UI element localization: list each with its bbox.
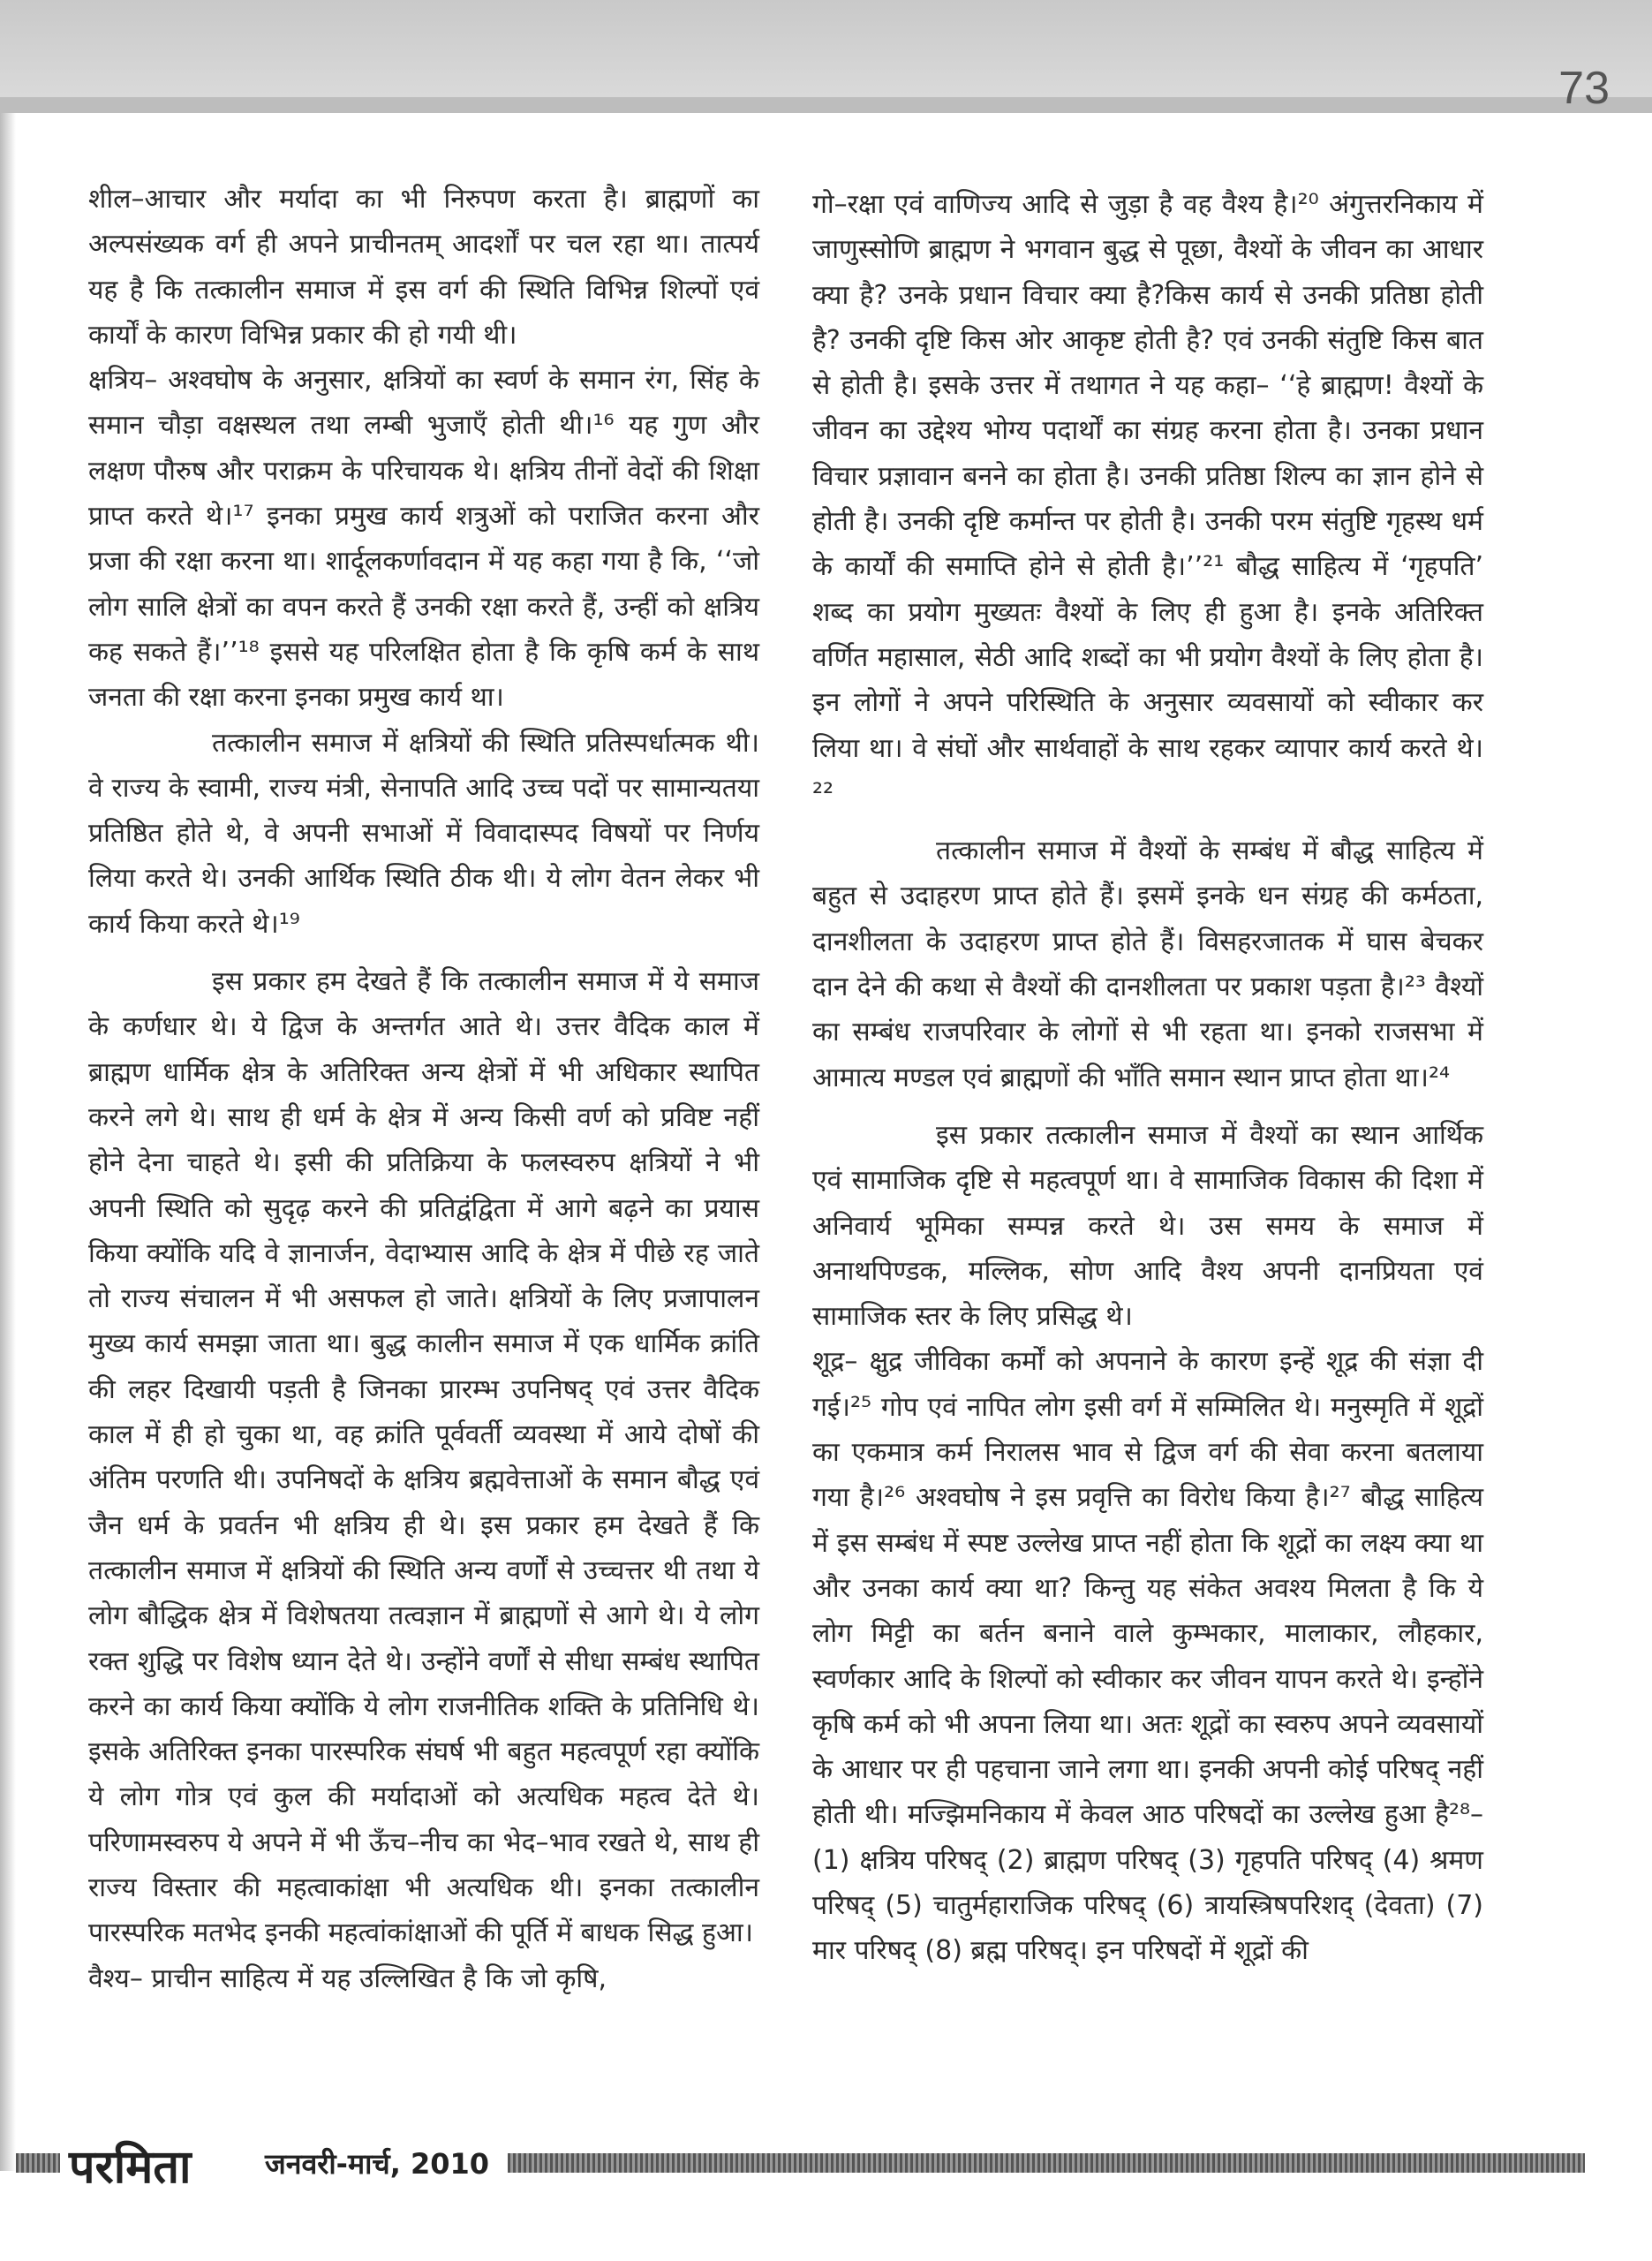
- paragraph-kshatriya-intro: क्षत्रिय– अश्वघोष के अनुसार, क्षत्रियों का स्वर्ण के समान रंग, सिंह के समान चौड़ा वक्षस्थल तथा लम्बी भुजाएँ होती थी।¹⁶ यह गुण और लक्षण पौरुष और पराक्रम के परिचायक थे। क्षत्रिय तीनों वेदों की शिक्षा प्राप्त करते थे।¹⁷ इनका प्रमुख कार्य शत्रुओं को पराजित करना और प्रजा की रक्षा करना था। शार्दूलकर्णावदान में यह कहा गया है कि, ‘‘जो लोग सालि क्षेत्रों का वपन करते हैं उनकी रक्षा करते हैं, उन्हीं को क्षत्रिय कह सकते हैं।’’¹⁸ इससे यह परिलक्षित होता है कि कृषि कर्म के साथ जनता की रक्षा करना इनका प्रमुख कार्य था।: [88, 365, 759, 714]
- paragraph-kshatriya-status: तत्कालीन समाज में क्षत्रियों की स्थिति प्रतिस्पर्धात्मक थी। वे राज्य के स्वामी, राज्य मंत्री, सेनापति आदि उच्च पदों पर सामान्यतया प्रतिष्ठित होते थे, वे अपनी सभाओं में विवादास्पद विषयों पर निर्णय लिया करते थे। उनकी आर्थिक स्थिति ठीक थी। ये लोग वेतन लेकर भी कार्य किया करते थे।¹⁹: [88, 727, 759, 940]
- page-header-bar: [0, 0, 1652, 113]
- paragraph-vaishya-definition: गो–रक्षा एवं वाणिज्य आदि से जुड़ा है वह वैश्य है।²⁰ अंगुत्तरनिकाय में जाणुस्सोणि ब्राह्मण ने भगवान बुद्ध से पूछा, वैश्यों के जीवन का आधार क्या है? उनके प्रधान विचार क्या है?किस कार्य से उनकी प्रतिष्ठा होती है? उनकी दृष्टि किस ओर आकृष्ट होती है? एवं उनकी संतुष्टि किस बात से होती है। इसके उत्तर में तथागत ने यह कहा– ‘‘हे ब्राह्मण! वैश्यों के जीवन का उद्देश्य भोग्य पदार्थों का संग्रह करना होता है। उनका प्रधान विचार प्रज्ञावान बनने का होता है। उनकी प्रतिष्ठा शिल्प का ज्ञान होने से होती है। उनकी दृष्टि कर्मान्त पर होती है। उनकी परम संतुष्टि गृहस्थ धर्म के कार्यों की समाप्ति होने से होती है।’’²¹ बौद्ध साहित्य में ‘गृहपति’ शब्द का प्रयोग मुख्यतः वैश्यों के लिए ही हुआ है। इनके अतिरिक्त वर्णित महासाल, सेठी आदि शब्दों का भी प्रयोग वैश्यों के लिए होता है। इन लोगों ने अपने परिस्थिति के अनुसार व्यवसायों को स्वीकार कर लिया था। वे संघों और सार्थवाहों के साथ रहकर व्यापार कार्य करते थे।²²: [812, 189, 1483, 809]
- issue-date: जनवरी-मार्च, 2010: [265, 2147, 490, 2181]
- paragraph-vaishya-status: इस प्रकार तत्कालीन समाज में वैश्यों का स्थान आर्थिक एवं सामाजिक दृष्टि से महत्वपूर्ण था। वे सामाजिक विकास की दिशा में अनिवार्य भूमिका सम्पन्न करते थे। उस समय के समाज में अनाथपिण्डक, मल्लिक, सोण आदि वैश्य अपनी दानप्रियता एवं सामाजिक स्तर के लिए प्रसिद्ध थे।: [812, 1119, 1483, 1333]
- paragraph-shudra: शूद्र– क्षुद्र जीविका कर्मों को अपनाने के कारण इन्हें शूद्र की संज्ञा दी गई।²⁵ गोप एवं नापित लोग इसी वर्ग में सम्मिलित थे। मनुस्मृति में शूद्रों का एकमात्र कर्म निरालस भाव से द्विज वर्ग की सेवा करना बतलाया गया है।²⁶ अश्वघोष ने इस प्रवृत्ति का विरोध किया है।²⁷ बौद्ध साहित्य में इस सम्बंध में स्पष्ट उल्लेख प्राप्त नहीं होता कि शूद्रों का लक्ष्य क्या था और उनका कार्य क्या था? किन्तु यह संकेत अवश्य मिलता है कि ये लोग मिट्टी का बर्तन बनाने वाले कुम्भकार, मालाकार, लौहकार, स्वर्णकार आदि के शिल्पों को स्वीकार कर जीवन यापन करते थे। इन्होंने कृषि कर्म को भी अपना लिया था। अतः शूद्रों का स्वरुप अपने व्यवसायों के आधार पर ही पहचाना जाने लगा था। इनकी अपनी कोई परिषद् नहीं होती थी। मज्झिमनिकाय में केवल आठ परिषदों का उल्लेख हुआ है²⁸– (1) क्षत्रिय परिषद् (2) ब्राह्मण परिषद् (3) गृहपति परिषद् (4) श्रमण परिषद् (5) चातुर्महाराजिक परिषद् (6) त्रायस्त्रिषपरिशद् (देवता) (7) मार परिषद् (8) ब्रह्म परिषद्। इन परिषदों में शूद्रों की: [812, 1346, 1483, 1967]
- right-column: [812, 182, 1483, 1974]
- left-column: [88, 177, 759, 2001]
- page-number: 73: [1558, 63, 1610, 114]
- scan-edge-shadow: [0, 113, 16, 2171]
- page-footer: [0, 2141, 1652, 2194]
- paragraph-vaishya-examples: तत्कालीन समाज में वैश्यों के सम्बंध में बौद्ध साहित्य में बहुत से उदाहरण प्राप्त होते हैं। इसमें इनके धन संग्रह की कर्मठता, दानशीलता के उदाहरण प्राप्त होते हैं। विसहरजातक में घास बेचकर दान देने की कथा से वैश्यों की दानशीलता पर प्रकाश पड़ता है।²³ वैश्यों का सम्बंध राजपरिवार के लोगों से भी रहता था। इनको राजसभा में आमात्य मण्डल एवं ब्राह्मणों की भाँति समान स्थान प्राप्त होता था।²⁴: [812, 836, 1483, 1093]
- paragraph-brahmin-end: शील–आचार और मर्यादा का भी निरुपण करता है। ब्राह्मणों का अल्पसंख्यक वर्ग ही अपने प्राचीनतम् आदर्शों पर चल रहा था। तात्पर्य यह है कि तत्कालीन समाज में इस वर्ग की स्थिति विभिन्न शिल्पों एवं कार्यों के कारण विभिन्न प्रकार की हो गयी थी।: [88, 184, 759, 351]
- paragraph-vaishya-intro: वैश्य– प्राचीन साहित्य में यह उल्लिखित है कि जो कृषि,: [88, 1962, 607, 1994]
- footer-stripe-left: [16, 2153, 60, 2173]
- footer-stripe-right: [508, 2153, 1585, 2173]
- magazine-title: परमिता: [69, 2141, 192, 2194]
- header-band: [0, 97, 1652, 113]
- paragraph-kshatriya-role: इस प्रकार हम देखते हैं कि तत्कालीन समाज में ये समाज के कर्णधार थे। ये द्विज के अन्तर्गत आते थे। उत्तर वैदिक काल में ब्राह्मण धार्मिक क्षेत्र के अतिरिक्त अन्य क्षेत्रों में भी अधिकार स्थापित करने लगे थे। साथ ही धर्म के क्षेत्र में अन्य किसी वर्ण को प्रविष्ट नहीं होने देना चाहते थे। इसी की प्रतिक्रिया के फलस्वरुप क्षत्रियों ने भी अपनी स्थिति को सुदृढ़ करने की प्रतिद्वंद्विता में आगे बढ़ने का प्रयास किया क्योंकि यदि वे ज्ञानार्जन, वेदाभ्यास आदि के क्षेत्र में पीछे रह जाते तो राज्य संचालन में भी असफल हो जाते। क्षत्रियों के लिए प्रजापालन मुख्य कार्य समझा जाता था। बुद्ध कालीन समाज में एक धार्मिक क्रांति की लहर दिखायी पड़ती है जिनका प्रारम्भ उपनिषद् एवं उत्तर वैदिक काल में ही हो चुका था, वह क्रांति पूर्ववर्ती व्यवस्था में आये दोषों की अंतिम परणति थी। उपनिषदों के क्षत्रिय ब्रह्मवेत्ताओं के समान बौद्ध एवं जैन धर्म के प्रवर्तन भी क्षत्रिय ही थे। इस प्रकार हम देखते हैं कि तत्कालीन समाज में क्षत्रियों की स्थिति अन्य वर्णों से उच्चत्तर थी तथा ये लोग बौद्धिक क्षेत्र में विशेषतया तत्वज्ञान में ब्राह्मणों से आगे थे। ये लोग रक्त शुद्धि पर विशेष ध्यान देते थे। उन्होंने वर्णों से सीधा सम्बंध स्थापित करने का कार्य किया क्योंकि ये लोग राजनीतिक शक्ति के प्रतिनिधि थे। इसके अतिरिक्त इनका पारस्परिक संघर्ष भी बहुत महत्वपूर्ण रहा क्योंकि ये लोग गोत्र एवं कुल की मर्यादाओं को अत्यधिक महत्व देते थे। परिणामस्वरुप ये अपने में भी ऊँच–नीच का भेद–भाव रखते थे, साथ ही राज्य विस्तार की महत्वाकांक्षा भी अत्यधिक थी। इनका तत्कालीन पारस्परिक मतभेद इनकी महत्वांकांक्षाओं की पूर्ति में बाधक सिद्ध हुआ।: [88, 966, 759, 1949]
